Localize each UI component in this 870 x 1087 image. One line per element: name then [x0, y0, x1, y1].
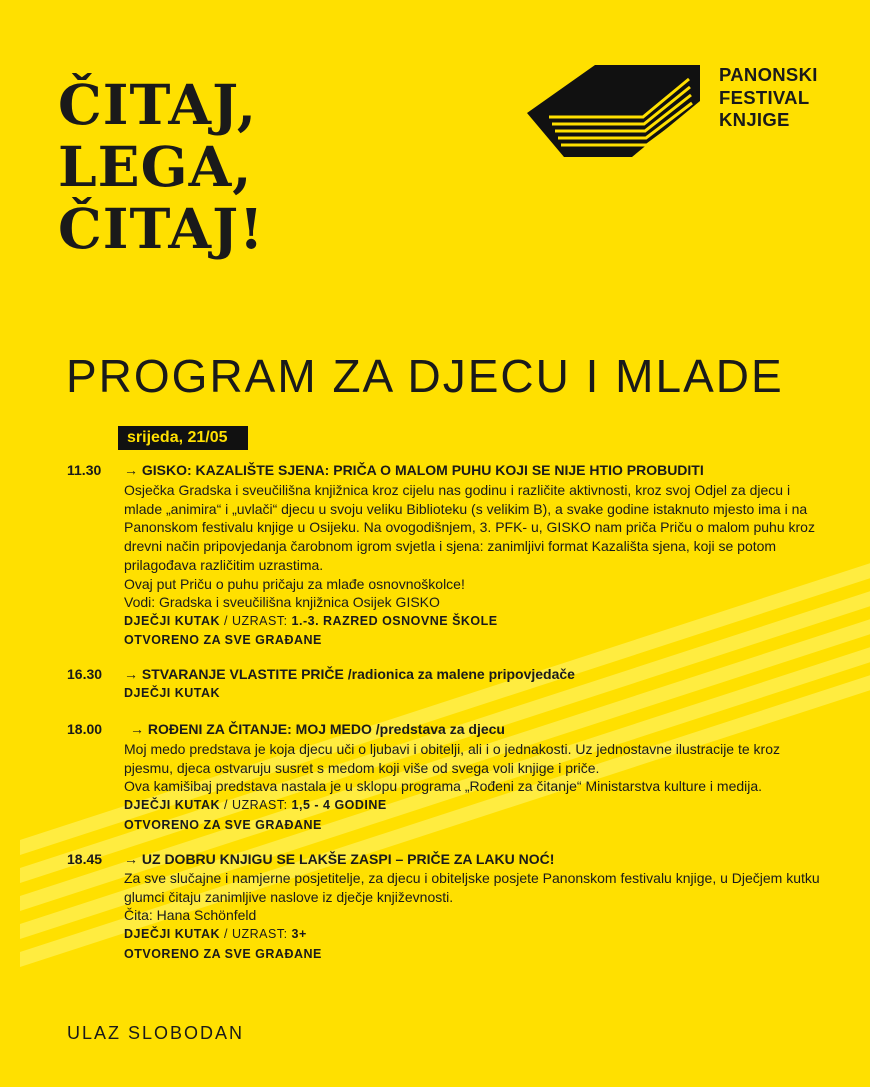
- event-age: 3+: [291, 927, 307, 942]
- headline-line: ČITAJ,: [58, 72, 258, 137]
- event-title: [124, 461, 704, 480]
- logo-line: KNJIGE: [719, 109, 790, 130]
- event-description: Ova kamišibaj predstava nastala je u sklopu programa „Rođeni za čitanje“ Ministarstva kulture i medija.: [124, 778, 763, 795]
- event-title-text: ROĐENI ZA ČITANJE: MOJ MEDO /predstava za djecu: [147, 721, 505, 737]
- meta-separator: /: [220, 613, 232, 628]
- event-time: 18.45: [67, 851, 103, 867]
- date-badge: srijeda, 21/05: [118, 426, 248, 450]
- event-title: [124, 665, 575, 684]
- age-label: UZRAST:: [231, 798, 292, 813]
- event-time: 11.30: [67, 462, 102, 478]
- event-location: DJEČJI KUTAK: [124, 927, 221, 942]
- event-description: Za sve slučajne i namjerne posjetitelje, za djecu i obiteljske posjete Panonskom festivalu knjige, u Dječjem kutku glumci čitaju zanimljive naslove iz dječje književnosti.: [124, 870, 820, 905]
- logo-line: FESTIVAL: [719, 86, 810, 108]
- event-body: [124, 684, 824, 704]
- event-description: Osječka Gradska i sveučilišna knjižnica kroz cijelu nas godinu i različite aktivnosti, kroz svoj Odjel za djecu i mlade „animira“ i „uvlači“ djecu u svoju veliku Biblioteku (s velikim B), a svake godine istaknuto mjesto ima i na Panonskom festivalu knjige u Osijeku. Na ovogodišnjem, 3. PFK- u, GISKO nam priča Priču o malom puhu kroz drevni način pripovjedanja čarobnom igrom svjetla i sjena: zanimljivi format Kazališta sjena, koji se potom prilagođava različitim uzrastima.: [124, 482, 815, 573]
- age-label: UZRAST:: [231, 927, 292, 942]
- event-body: [124, 481, 824, 651]
- festival-logo-text: [719, 64, 818, 132]
- section-title: PROGRAM ZA DJECU I MLADE: [66, 350, 784, 402]
- meta-separator: /: [220, 798, 232, 813]
- event-body: [124, 740, 824, 835]
- event-title-text: STVARANJE VLASTITE PRIČE /radionica za malene pripovjedače: [141, 666, 575, 682]
- event-time: 16.30: [67, 666, 103, 682]
- event-open-note: OTVORENO ZA SVE GRAĐANE: [124, 946, 322, 961]
- event-title-text: GISKO: KAZALIŠTE SJENA: PRIČA O MALOM PUHU KOJI SE NIJE HTIO PROBUDITI: [141, 462, 704, 478]
- event-time: 18.00: [67, 721, 103, 737]
- event-location: DJEČJI KUTAK: [124, 613, 221, 628]
- event-title: [124, 850, 554, 869]
- event-title-text: UZ DOBRU KNJIGU SE LAKŠE ZASPI – PRIČE ZA LAKU NOĆ!: [141, 851, 555, 867]
- arrow-icon: →: [124, 851, 138, 867]
- event-meta: [124, 612, 824, 632]
- event-meta: [124, 925, 824, 945]
- free-entry-note: ULAZ SLOBODAN: [67, 1023, 245, 1043]
- book-logo-icon: [527, 65, 702, 160]
- event-description: Vodi: Gradska i sveučilišna knjižnica Osijek GISKO: [124, 594, 440, 611]
- event-title: [130, 720, 505, 739]
- logo-line: PANONSKI: [719, 64, 818, 85]
- event-description: Ovaj put Priču o puhu pričaju za mlađe osnovnoškolce!: [124, 575, 465, 592]
- event-description: Čita: Hana Schönfeld: [124, 907, 257, 924]
- event-age: 1.-3. RAZRED OSNOVNE ŠKOLE: [291, 613, 498, 628]
- event-open-note: OTVORENO ZA SVE GRAĐANE: [124, 817, 322, 832]
- event-location: DJEČJI KUTAK: [124, 686, 221, 700]
- arrow-icon: →: [130, 721, 144, 737]
- event-meta: [124, 684, 824, 704]
- arrow-icon: →: [124, 666, 138, 682]
- meta-separator: /: [220, 927, 232, 942]
- headline: [58, 74, 264, 260]
- event-open-note: OTVORENO ZA SVE GRAĐANE: [124, 633, 322, 648]
- headline-line: ČITAJ!: [58, 196, 265, 261]
- event-meta: [124, 796, 824, 816]
- event-body: [124, 869, 824, 964]
- event-age: 1,5 - 4 GODINE: [291, 798, 387, 813]
- event-location: DJEČJI KUTAK: [124, 798, 221, 813]
- event-description: Moj medo predstava je koja djecu uči o ljubavi i obitelji, ali i o jednakosti. Uz jednostavne ilustracije te kroz pjesmu, djeca ostvaruju susret s medom koji više od svega voli knjige i priče.: [124, 741, 780, 776]
- headline-line: LEGA,: [58, 134, 253, 199]
- age-label: UZRAST:: [231, 613, 292, 628]
- arrow-icon: →: [124, 462, 138, 478]
